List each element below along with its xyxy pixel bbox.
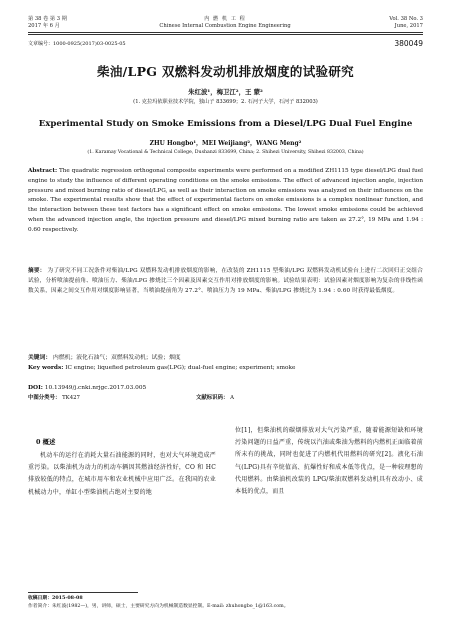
doi-label: DOI: [28,385,43,391]
title-zh: 柴油/LPG 双燃料发动机排放烟度的试验研究 [97,64,354,79]
clc-label: 中图分类号： [28,395,61,401]
header-right [389,16,423,30]
journal-name-en: Chinese Internal Combustion Engine Engineering [159,23,291,29]
keywords-en [28,364,328,373]
doc-code-label: 文献标识码： [196,395,229,401]
keywords-zh [28,354,423,363]
title-en: Experimental Study on Smoke Emissions from a Diesel/LPG Dual Fuel Engine [38,119,413,129]
footnote-author: 作者简介：朱红波(1982—)，男，讲师，硕士，主要研究方向为机械制造数显控制。E-mail: zhuhongbo_1@163.com。 [28,604,289,609]
header-center [125,16,325,30]
clc-text: TK427 [62,395,80,401]
keywords-en-text: IC engine; liquefied petroleum gas(LPG); dual-fuel engine; experiment; smoke [65,365,296,371]
doi-text: 10.13949/j.cnki.nrjgc.2017.03.005 [44,385,147,391]
affiliations-en: (1. Karamay Vocational & Technical College, Dushanzi 833699, China; 2. Shihezi University, Shihezi 832003, China) [87,150,364,155]
article-number: 文章编号：1000-0925(2017)03-0025-05 [28,41,126,47]
header-rule-thin [28,34,423,35]
header-left [28,16,67,30]
header-date-zh: 2017 年 6 月 [28,23,60,29]
abstract-zh-label: 摘要： [28,268,46,274]
keywords-en-label: Key words: [28,365,64,371]
section-heading-overview: 0 概述 [36,438,56,446]
journal-name-zh: 内 燃 机 工 程 [204,16,246,22]
header-date-en: June, 2017 [394,23,423,29]
abstract-zh-text: 为了研究不同工况条件对柴油/LPG 双燃料发动机排放烟度的影响，在改装的 ZH1115 型柴油/LPG 双燃料发动机试验台上进行二次回归正交组合试验，分析喷油提前角、喷油压力、柴油/LPG 掺烧比三个因素及因素交互作用对排放烟度的影响。试验结果表明：试验因素对烟度影响为复杂的非线性函数关系，因素之间交互作用对烟度影响显著，当喷油提前角为 27.2°、喷油压力为 19 MPa、柴油/LPG 掺烧比为 1.94 : 0.60 时获得最低烟度。 [28,268,424,294]
footnote-received: 收稿日期：2015-08-08 [28,595,83,601]
keywords-zh-label: 关键词： [28,355,52,361]
abstract-en [28,167,423,236]
abstract-en-label: Abstract: [28,168,58,174]
abstract-zh [28,267,423,296]
document-code [196,394,234,403]
clc-number [28,394,80,403]
footnote-rule [28,592,138,593]
authors-zh: 朱红波¹，梅卫江²，王 蒙² [188,88,263,96]
authors-en: ZHU Hongbo¹，MEI Weijiang²，WANG Meng² [149,140,302,147]
article-code: 380049 [394,39,423,48]
abstract-en-text: The quadratic regression orthogonal composite experiments were performed on a modified ZH1115 type diesel/LPG dual fuel engine to study the influence of different operating conditions on the smoke emissions. The effect of advanced injection angle, injection pressure and mixed burning ratio of diesel/LPG, as well as their interaction on smoke emissions was analyzed on their influences on the smoke. The experimental results show that the effect of experimental factors on smoke emissions is a complex nonlinear function, and the interaction between these test factors has a significant effect on smoke emissions. The lowest smoke emissions could be achieved when the advanced injection angle, the injection pressure and diesel/LPG mixed burning ratio are taken as 27.2°, 19 MPa and 1.94 : 0.60 respectively. [28,168,424,233]
body-column-left: 机动车的运行在消耗大量石油能源的同时，也对大气环境造成严重污染。以柴油机为动力的机动车辆因其燃油经济性好，CO 和 HC 排放较低的特点，在城市用车和农业机械中应用广泛。在我国的农业机械动力中，单缸小型柴油机占绝对主要的地 [28,452,216,496]
body-column-right: 位[1]，但柴油机的碳烟排放对大气污染严重，随着能源短缺和环境污染问题的日益严重，传统以汽油或柴油为燃料的内燃机正面临着前所未有的挑战，同时也促进了内燃机代用燃料的研究[2]。液化石油气(LPG)具有辛烷值高、抗爆性好和成本低等优点，是一种较理想的代用燃料。由柴油机改装的 LPG/柴油双燃料发动机具有改动小、成本低的优点，而且 [235,427,423,496]
keywords-zh-text: 内燃机；液化石油气；双燃料发动机；试验；烟度 [53,355,181,361]
header-volume: 第 38 卷 第 3 期 [28,16,67,22]
doc-code-text: A [230,395,234,401]
doi [28,384,423,393]
header-volume-en: Vol. 38 No. 3 [389,16,423,22]
affiliations-zh: (1. 克拉玛依职业技术学院，独山子 833699；2. 石河子大学，石河子 832003) [133,99,318,105]
